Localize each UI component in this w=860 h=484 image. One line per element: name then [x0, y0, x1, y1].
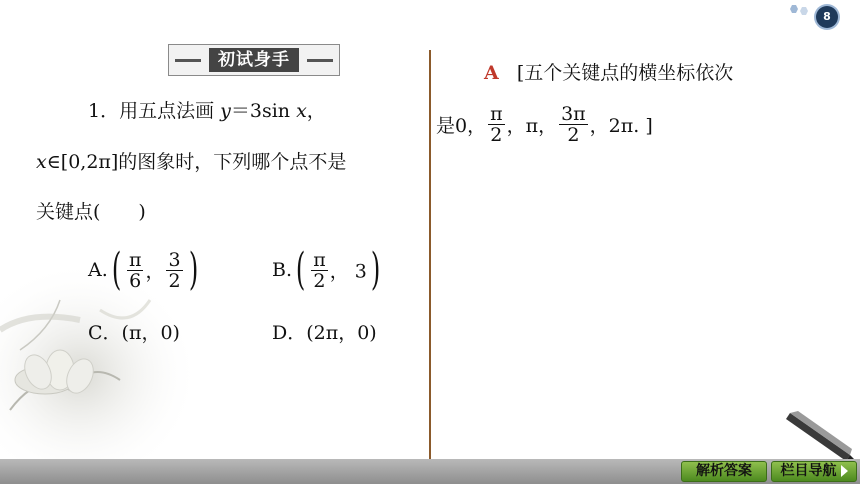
var-y: y	[220, 100, 231, 122]
fraction: $\frac{3}{2}$	[168, 248, 181, 292]
answer-text: 是0，	[436, 115, 487, 137]
fraction: $\frac{\pi}{2}$	[313, 248, 326, 292]
fraction: $\frac{\pi}{2}$	[490, 103, 503, 146]
option-d: D．(2π，0)	[272, 322, 377, 344]
section-banner	[168, 44, 340, 76]
banner-left-bar	[175, 59, 201, 62]
fraction: $\frac{\pi}{6}$	[128, 248, 142, 292]
option-b-label: B.	[272, 259, 293, 281]
question-line-2	[36, 147, 346, 174]
answer-analysis-button[interactable]: 解析答案	[681, 461, 767, 482]
section-title: 初试身手	[209, 48, 299, 72]
play-arrow-icon	[841, 465, 848, 477]
question-text: 关键点( )	[36, 201, 146, 223]
answer-letter: A	[484, 62, 499, 84]
answer-text: ，2π. ]	[589, 115, 653, 137]
var-x: x	[296, 100, 307, 122]
question-text: ＝3sin	[230, 100, 297, 122]
fraction: $\frac{3\pi}{2}$	[561, 103, 586, 146]
question-line-1	[88, 96, 326, 123]
option-a-label: A.	[88, 259, 108, 281]
hexagon-decoration-icon	[788, 4, 814, 16]
page-number-badge: 8	[816, 6, 838, 28]
question-line-3	[36, 197, 146, 224]
answer-text: [五个关键点的横坐标依次	[516, 62, 734, 84]
column-divider	[429, 50, 431, 460]
banner-right-bar	[307, 59, 333, 62]
question-text: ∈[0,2π]的图象时，下列哪个点不是	[46, 151, 347, 173]
lotus-painting-decoration	[0, 270, 200, 460]
answer-line-1	[484, 58, 733, 85]
pen-icon	[780, 405, 860, 465]
var-x: x	[36, 151, 47, 173]
answer-line-2	[436, 104, 653, 145]
question-text: 1．用五点法画	[88, 100, 221, 122]
section-navigation-button[interactable]	[771, 461, 857, 482]
nav-label: 栏目导航	[780, 463, 837, 479]
option-b: B.( $\frac{\pi}{2}$ ， 3)	[272, 244, 381, 295]
answer-text: ，π，	[506, 115, 558, 137]
option-c: C．(π，0)	[88, 322, 180, 344]
option-a: A.( $\frac{\pi}{6}$ ， $\frac{3}{2}$ )	[88, 244, 198, 295]
question-text: ，	[306, 100, 326, 122]
